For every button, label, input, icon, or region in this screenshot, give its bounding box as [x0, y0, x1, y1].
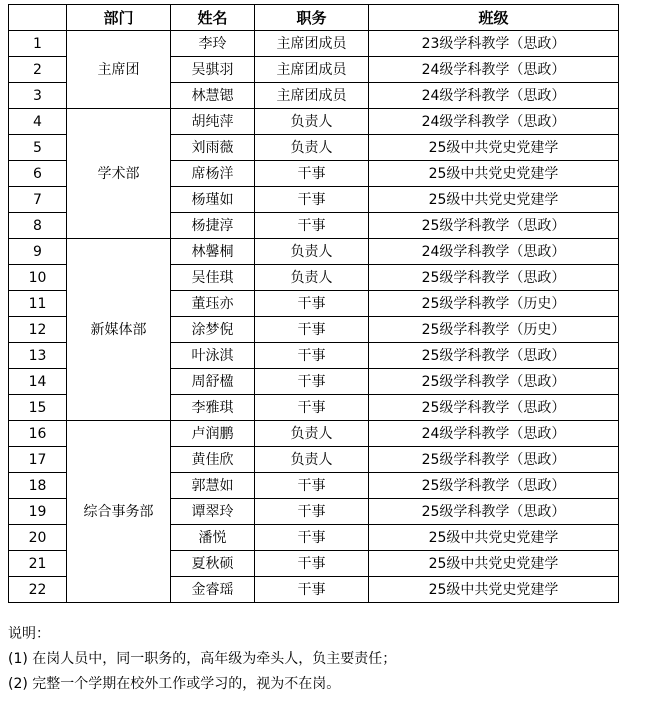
member-class: 25级学科教学（思政） [369, 395, 619, 421]
member-role: 干事 [255, 291, 369, 317]
row-index: 7 [9, 187, 67, 213]
row-index: 17 [9, 447, 67, 473]
member-name: 叶泳淇 [171, 343, 255, 369]
row-index: 1 [9, 31, 67, 57]
member-name: 吴佳琪 [171, 265, 255, 291]
table-row [9, 109, 619, 135]
row-index: 10 [9, 265, 67, 291]
row-index: 15 [9, 395, 67, 421]
row-index: 18 [9, 473, 67, 499]
dept-cell: 综合事务部 [67, 421, 171, 603]
member-class: 24级学科教学（思政） [369, 109, 619, 135]
member-name: 胡纯萍 [171, 109, 255, 135]
member-name: 董珏亦 [171, 291, 255, 317]
header-name: 姓名 [171, 5, 255, 31]
member-class: 25级学科教学（思政） [369, 369, 619, 395]
note-item-2: (2) 完整一个学期在校外工作或学习的，视为不在岗。 [8, 676, 341, 692]
row-index: 2 [9, 57, 67, 83]
member-name: 周舒楹 [171, 369, 255, 395]
row-index: 5 [9, 135, 67, 161]
member-class: 25级中共党史党建学 [369, 577, 619, 603]
member-name: 杨捷淳 [171, 213, 255, 239]
member-role: 干事 [255, 213, 369, 239]
dept-cell: 新媒体部 [67, 239, 171, 421]
member-name: 李玲 [171, 31, 255, 57]
row-index: 8 [9, 213, 67, 239]
member-name: 杨瑾如 [171, 187, 255, 213]
member-name: 李雅琪 [171, 395, 255, 421]
member-role: 主席团成员 [255, 31, 369, 57]
dept-cell: 主席团 [67, 31, 171, 109]
dept-cell: 学术部 [67, 109, 171, 239]
member-class: 25级学科教学（思政） [369, 213, 619, 239]
member-class: 25级学科教学（思政） [369, 447, 619, 473]
member-class: 25级学科教学（思政） [369, 499, 619, 525]
note-item-1: (1) 在岗人员中，同一职务的，高年级为牵头人，负主要责任； [8, 651, 397, 667]
member-class: 24级学科教学（思政） [369, 239, 619, 265]
row-index: 11 [9, 291, 67, 317]
member-role: 干事 [255, 343, 369, 369]
table-row [9, 239, 619, 265]
member-class: 25级中共党史党建学 [369, 135, 619, 161]
member-class: 24级学科教学（思政） [369, 83, 619, 109]
member-role: 主席团成员 [255, 57, 369, 83]
member-role: 干事 [255, 577, 369, 603]
member-role: 负责人 [255, 421, 369, 447]
row-index: 3 [9, 83, 67, 109]
member-name: 金睿瑶 [171, 577, 255, 603]
member-name: 吴骐羽 [171, 57, 255, 83]
row-index: 4 [9, 109, 67, 135]
notes-title: 说明： [8, 626, 50, 642]
member-role: 干事 [255, 499, 369, 525]
member-role: 干事 [255, 187, 369, 213]
member-name: 谭翠玲 [171, 499, 255, 525]
member-class: 25级中共党史党建学 [369, 161, 619, 187]
member-class: 25级学科教学（思政） [369, 343, 619, 369]
header-role: 职务 [255, 5, 369, 31]
notes [8, 622, 396, 697]
member-role: 干事 [255, 369, 369, 395]
header-index [9, 5, 67, 31]
member-class: 25级学科教学（思政） [369, 265, 619, 291]
member-class: 25级学科教学（历史） [369, 317, 619, 343]
member-role: 主席团成员 [255, 83, 369, 109]
member-role: 干事 [255, 473, 369, 499]
member-class: 24级学科教学（思政） [369, 421, 619, 447]
row-index: 16 [9, 421, 67, 447]
member-name: 刘雨薇 [171, 135, 255, 161]
header-row [9, 5, 619, 31]
row-index: 22 [9, 577, 67, 603]
member-role: 负责人 [255, 135, 369, 161]
member-role: 干事 [255, 395, 369, 421]
table-row [9, 31, 619, 57]
member-role: 干事 [255, 317, 369, 343]
member-role: 负责人 [255, 109, 369, 135]
member-name: 夏秋硕 [171, 551, 255, 577]
table-row [9, 421, 619, 447]
row-index: 9 [9, 239, 67, 265]
member-class: 25级学科教学（历史） [369, 291, 619, 317]
member-role: 干事 [255, 525, 369, 551]
member-role: 负责人 [255, 447, 369, 473]
member-class: 23级学科教学（思政） [369, 31, 619, 57]
member-name: 郭慧如 [171, 473, 255, 499]
row-index: 14 [9, 369, 67, 395]
header-dept: 部门 [67, 5, 171, 31]
row-index: 21 [9, 551, 67, 577]
member-name: 黄佳欣 [171, 447, 255, 473]
member-name: 林慧锶 [171, 83, 255, 109]
member-class: 25级中共党史党建学 [369, 187, 619, 213]
row-index: 12 [9, 317, 67, 343]
member-class: 25级中共党史党建学 [369, 525, 619, 551]
member-class: 24级学科教学（思政） [369, 57, 619, 83]
row-index: 13 [9, 343, 67, 369]
member-class: 25级中共党史党建学 [369, 551, 619, 577]
member-name: 潘悦 [171, 525, 255, 551]
roster-body [9, 31, 619, 603]
row-index: 19 [9, 499, 67, 525]
member-role: 负责人 [255, 239, 369, 265]
row-index: 6 [9, 161, 67, 187]
member-role: 干事 [255, 161, 369, 187]
roster-table [8, 4, 619, 603]
member-name: 涂梦倪 [171, 317, 255, 343]
member-class: 25级学科教学（思政） [369, 473, 619, 499]
header-class: 班级 [369, 5, 619, 31]
member-role: 干事 [255, 551, 369, 577]
member-name: 林馨桐 [171, 239, 255, 265]
row-index: 20 [9, 525, 67, 551]
member-role: 负责人 [255, 265, 369, 291]
member-name: 席杨洋 [171, 161, 255, 187]
member-name: 卢润鹏 [171, 421, 255, 447]
